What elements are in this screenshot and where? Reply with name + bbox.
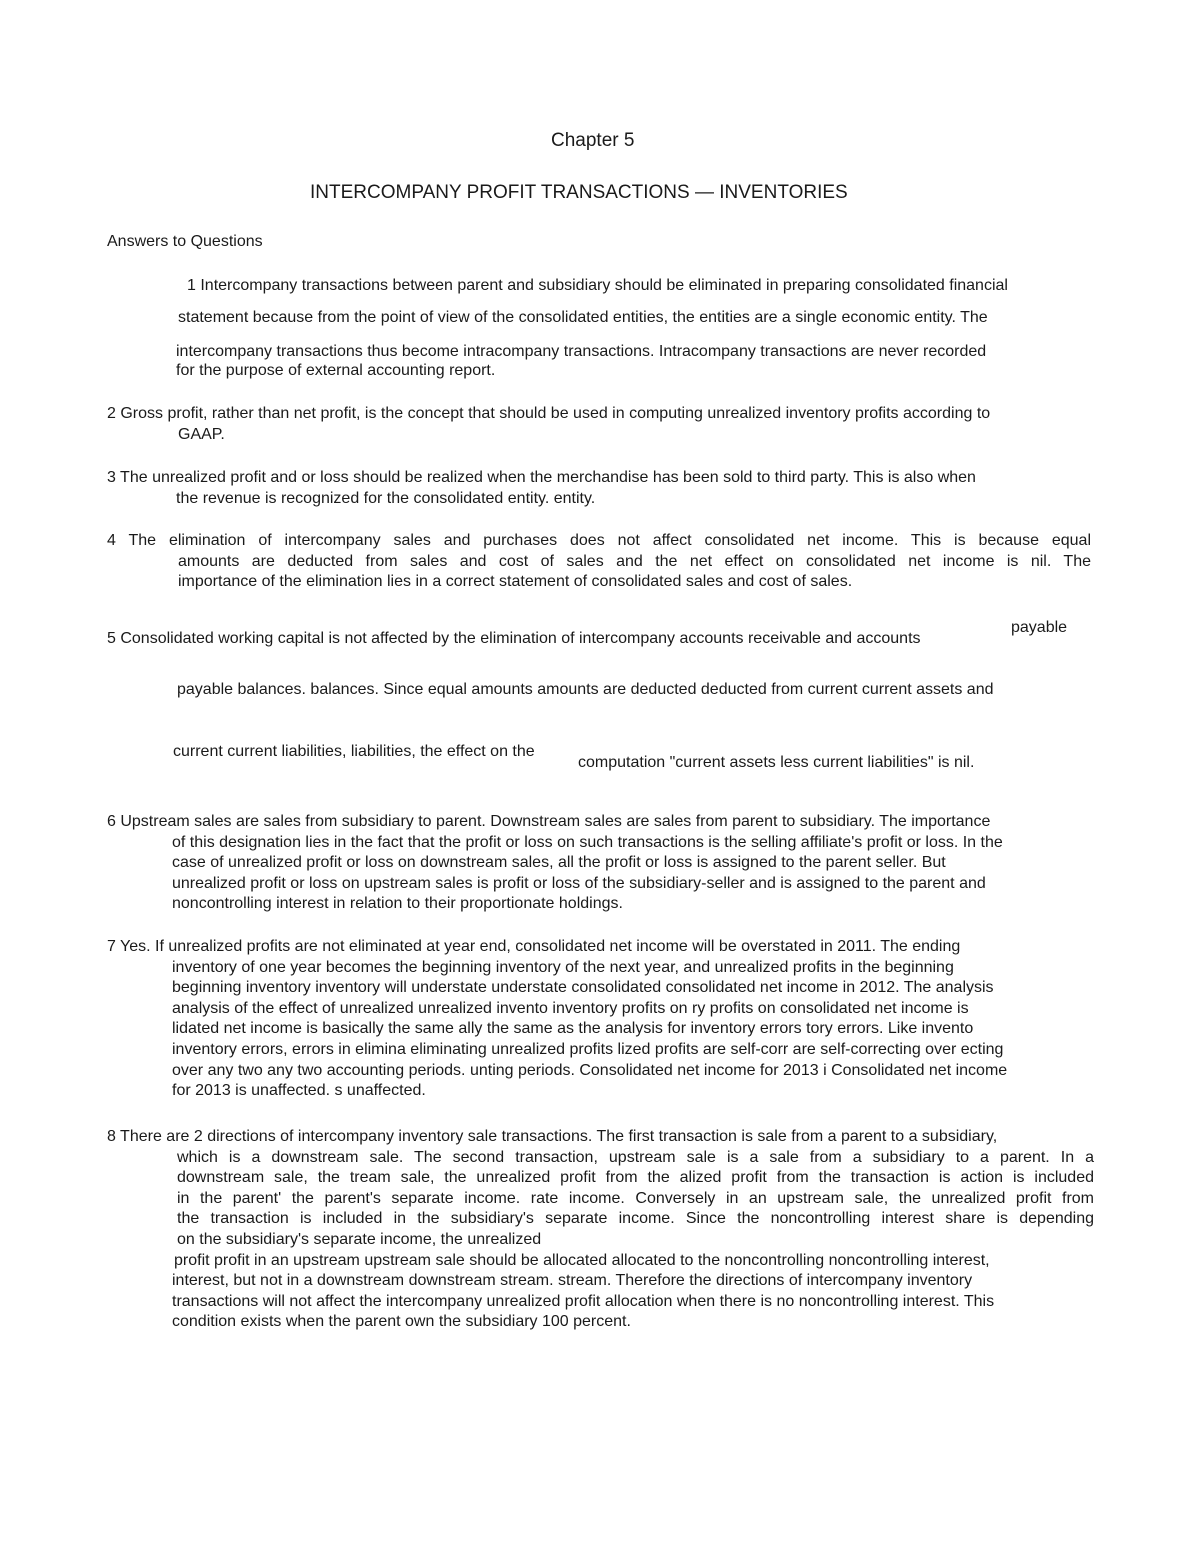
answer-6-line-3: case of unrealized profit or loss on downstream sales, all the profit or loss is assigned to the parent seller. But xyxy=(172,854,946,872)
answer-5-line-3a: current current liabilities, liabilities, the effect on the xyxy=(173,743,535,760)
answer-1-line-1: 1 Intercompany transactions between parent and subsidiary should be eliminated in preparing consolidated financial xyxy=(187,277,1008,294)
answer-7-line-8: for 2013 is unaffected. s unaffected. xyxy=(172,1082,426,1100)
answer-5-line-3b: computation "current assets less current liabilities" is nil. xyxy=(578,754,975,771)
answer-7-line-7: over any two any two accounting periods. unting periods. Consolidated net income for 2013 i Consolidated net income xyxy=(172,1061,1008,1079)
answer-8-line-8: interest, but not in a downstream downstream stream. stream. Therefore the directions of intercompany inventory xyxy=(172,1272,973,1290)
answer-4-line-1: 4 The elimination of intercompany sales and purchases does not affect consolidated net income. This is because equal xyxy=(107,532,1091,549)
answer-6-line-5: noncontrolling interest in relation to their proportionate holdings. xyxy=(172,895,623,913)
answer-7-line-4: analysis of the effect of unrealized unrealized invento inventory profits on ry profits on consolidated net income is xyxy=(172,999,969,1017)
answer-7-line-1: 7 Yes. If unrealized profits are not eliminated at year end, consolidated net income will be overstated in 2011. The ending xyxy=(107,938,961,955)
page-title: INTERCOMPANY PROFIT TRANSACTIONS — INVENTORIES xyxy=(310,182,848,203)
answer-7 xyxy=(107,937,1097,1102)
answer-3-line-2: the revenue is recognized for the consolidated entity. entity. xyxy=(176,489,596,507)
answer-8-line-10: condition exists when the parent own the subsidiary 100 percent. xyxy=(172,1313,631,1331)
answer-8-line-5: the transaction is included in the subsidiary's separate income. Since the noncontrolling interest share is depending xyxy=(177,1210,1094,1228)
chapter-label: Chapter 5 xyxy=(551,130,635,151)
answer-8-line-6: on the subsidiary's separate income, the unrealized xyxy=(177,1230,542,1248)
answer-6-line-1: 6 Upstream sales are sales from subsidiary to parent. Downstream sales are sales from parent to subsidiary. The importance xyxy=(107,813,991,830)
section-heading: Answers to Questions xyxy=(107,233,263,250)
answer-7-line-5: lidated net income is basically the same ally the same as the analysis for inventory errors tory errors. Like invento xyxy=(172,1020,974,1038)
answer-3 xyxy=(107,468,1087,509)
answer-7-line-2: inventory of one year becomes the beginning inventory of the next year, and unrealized profits in the beginning xyxy=(172,958,954,976)
answer-6 xyxy=(107,812,1097,915)
answer-6-line-2: of this designation lies in the fact that the profit or loss on such transactions is the selling affiliate's profit or loss. In the xyxy=(172,833,1003,851)
answer-1-line-2: statement because from the point of view of the consolidated entities, the entities are a single economic entity. The xyxy=(178,309,988,326)
answer-4-line-3: importance of the elimination lies in a correct statement of consolidated sales and cost of sales. xyxy=(178,573,853,591)
answer-2-line-1: 2 Gross profit, rather than net profit, is the concept that should be used in computing unrealized inventory profits according to xyxy=(107,405,991,422)
answer-8-line-9: transactions will not affect the intercompany unrealized profit allocation when there is no noncontrolling interest. This xyxy=(172,1292,995,1310)
answer-5-line-2: payable balances. balances. Since equal amounts amounts are deducted deducted from current current assets and xyxy=(177,681,994,698)
answer-5-line-1: 5 Consolidated working capital is not affected by the elimination of intercompany accounts receivable and accounts xyxy=(107,630,921,647)
answer-4-line-2: amounts are deducted from sales and cost of sales and the net effect on consolidated net income is nil. The xyxy=(178,552,1091,570)
answer-1-line-4: for the purpose of external accounting report. xyxy=(176,362,496,379)
answer-1-line-3: intercompany transactions thus become intracompany transactions. Intracompany transactions are never recorded xyxy=(176,343,987,360)
answer-8-line-7: profit profit in an upstream upstream sale should be allocated allocated to the noncontrolling noncontrolling interest, xyxy=(174,1251,990,1269)
answer-8-line-2: which is a downstream sale. The second transaction, upstream sale is a sale from a subsidiary to a parent. In a xyxy=(177,1148,1094,1166)
answer-4 xyxy=(107,531,1091,593)
answer-2-line-2: GAAP. xyxy=(178,425,225,443)
answer-7-line-6: inventory errors, errors in elimina eliminating unrealized profits lized profits are self-corr are self-correcting over ecting xyxy=(172,1040,1004,1058)
answer-5-raised-word: payable xyxy=(1011,619,1068,636)
answer-2 xyxy=(107,404,1087,445)
answer-7-line-3: beginning inventory inventory will understate understate consolidated consolidated net income in 2012. The analysis xyxy=(172,979,994,997)
answer-8-line-3: downstream sale, the tream sale, the unrealized profit from the alized profit from the transaction is action is included xyxy=(177,1169,1094,1187)
answer-8-line-1: 8 There are 2 directions of intercompany inventory sale transactions. The first transaction is sale from a parent to a subsidiary, xyxy=(107,1128,998,1145)
answer-8 xyxy=(107,1127,1094,1333)
answer-3-line-1: 3 The unrealized profit and or loss should be realized when the merchandise has been sold to third party. This is also when xyxy=(107,469,976,486)
answer-6-line-4: unrealized profit or loss on upstream sales is profit or loss of the subsidiary-seller and is assigned to the parent and xyxy=(172,874,986,892)
answer-8-line-4: in the parent' the parent's separate income. rate income. Conversely in an upstream sale, the unrealized profit from xyxy=(177,1189,1094,1207)
